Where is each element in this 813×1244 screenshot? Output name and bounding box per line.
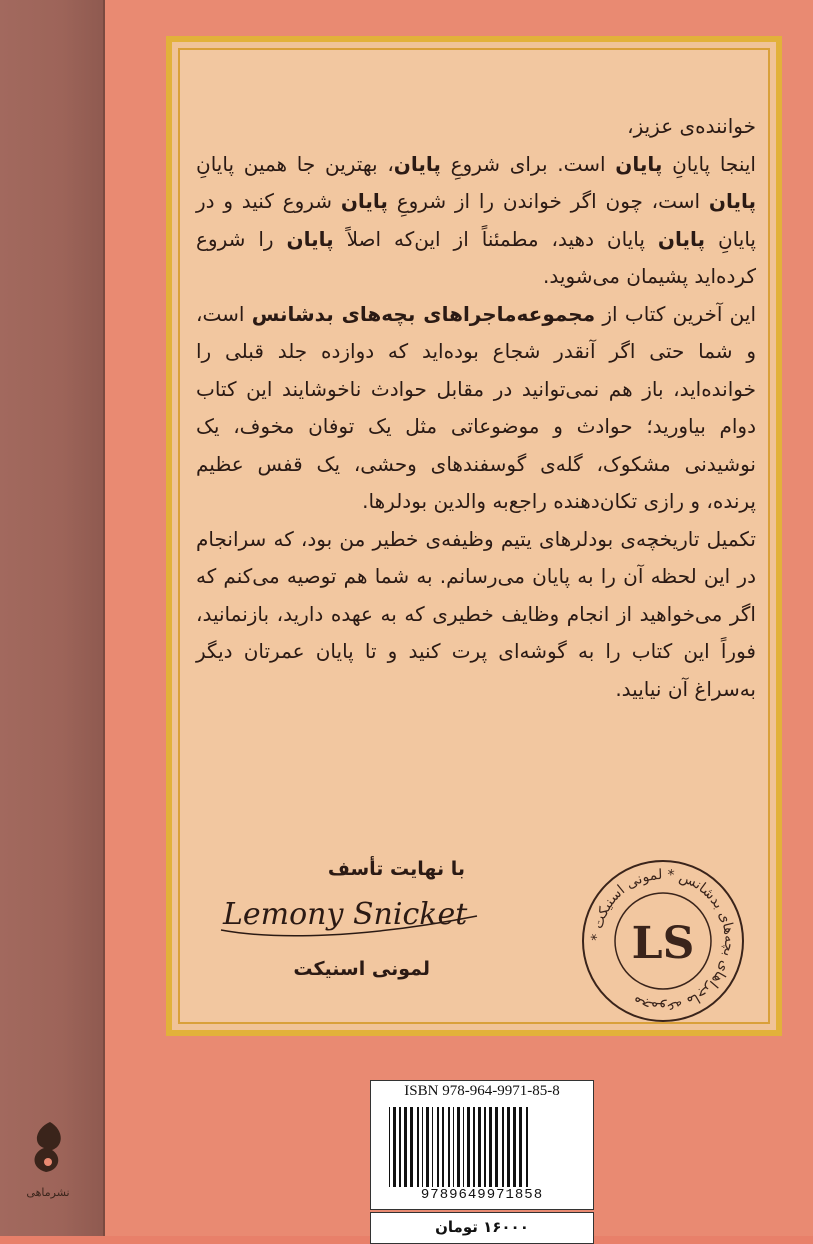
- p2-text-2: است، و شما حتی اگر آنقدر شجاع بوده‌اید که دوازده جلد قبلی را خوانده‌اید، باز هم نمی‌توانید در مقابل حوادث ناخوشایند این کتاب دوام بیاورید؛ حوادث و موضوعاتی مثل یک توفان مخوف، یک نوشیدنی مشکوک، گله‌ی گوسفندهای وحشی، یک قفس عظیم پرنده، و رازی تکان‌دهنده راجع‌به والدین بودلرها.: [196, 301, 756, 513]
- barcode-bar: [502, 1107, 504, 1187]
- barcode-bar: [519, 1107, 522, 1187]
- letter-salutation: خواننده‌ی عزیز،: [627, 114, 756, 138]
- letter-paragraph-3: تکمیل تاریخچه‌ی بودلرهای یتیم وظیفه‌ی خطیر من بود، که سرانجام در این لحظه آن را به پایان می‌رسانم. به شما هم توصیه می‌کنم که اگر می‌خواهید از انجام وظایف خطیری که به عهده دارید، بازنمانید، فوراً این کتاب را به گوشه‌ای پرت کنید و تا پایان عمرتان دیگر به‌سراغ آن نیایید.: [196, 526, 756, 701]
- p1-bold-6: پایان: [286, 226, 334, 251]
- p1-text-1: اینجا پایانِ: [662, 151, 756, 176]
- letter-paragraph-1: [196, 146, 756, 296]
- p1-bold-4: پایان: [340, 189, 388, 213]
- p1-text-2: است. برای شروعِ: [440, 151, 616, 176]
- series-title: مجموعه‌ماجراهای بچه‌های بدشانس: [251, 301, 596, 326]
- barcode-bar: [495, 1107, 498, 1187]
- barcode-bar: [489, 1107, 492, 1187]
- p1-text-6: پایان دهید، مطمئناً از این‌که اصلاً: [333, 226, 658, 251]
- letter-body: [196, 108, 756, 708]
- barcode-bar: [473, 1107, 475, 1187]
- p1-bold-5: پایان: [657, 226, 706, 251]
- barcode-bar: [513, 1107, 516, 1187]
- barcode-bar: [453, 1107, 454, 1187]
- p2-text-1: این آخرین کتاب از: [595, 301, 756, 326]
- barcode-bar: [484, 1107, 486, 1187]
- series-seal: [580, 858, 746, 1024]
- barcode-bar: [422, 1107, 423, 1187]
- barcode-bar: [404, 1107, 407, 1187]
- barcode-bar: [426, 1107, 429, 1187]
- book-spine: [0, 0, 103, 1236]
- barcode-bar: [437, 1107, 439, 1187]
- barcode-bar: [448, 1107, 450, 1187]
- fish-logo-eye: [44, 1158, 52, 1166]
- letter-paragraph-2: [196, 296, 756, 521]
- publisher-logo-icon: [22, 1118, 74, 1208]
- seal-initials: LS: [631, 918, 695, 969]
- signature-text: Lemony Snicket: [223, 897, 468, 932]
- p1-bold-2: پایان: [393, 151, 441, 176]
- barcode-bar: [393, 1107, 396, 1187]
- barcode-bar: [467, 1107, 470, 1187]
- barcode-bar: [399, 1107, 401, 1187]
- p1-bold-3: پایان: [708, 189, 756, 213]
- barcode-bar: [432, 1107, 433, 1187]
- publisher-name: نشرماهی: [26, 1186, 70, 1199]
- barcode-bar: [389, 1107, 390, 1187]
- p1-text-5: شروع کنید و در پایانِ: [196, 189, 756, 251]
- barcode-bar: [507, 1107, 510, 1187]
- barcode-digits: 9789649971858: [420, 1187, 544, 1203]
- barcode-bar: [457, 1107, 460, 1187]
- signoff: با نهایت تأسف: [327, 858, 465, 880]
- p1-text-3: ، بهترین جا همین پایانِ: [196, 151, 394, 176]
- barcode-icon: [387, 1107, 577, 1187]
- p1-text-7: را شروع کرده‌اید پشیمان می‌شوید.: [196, 226, 756, 288]
- seal-ring-text: * مجموعه ماجراهای بچه‌های بدشانس * لمونی اسنیکت: [588, 866, 738, 1016]
- barcode-bar: [410, 1107, 413, 1187]
- barcode-bar: [417, 1107, 419, 1187]
- p1-bold-1: پایان: [615, 151, 663, 176]
- author-name: لمونی اسنیکت: [293, 958, 430, 980]
- barcode-bar: [526, 1107, 528, 1187]
- barcode-bar: [478, 1107, 481, 1187]
- author-signature: [215, 886, 485, 944]
- price-label: ۱۶۰۰۰ تومان: [370, 1212, 594, 1244]
- p1-text-4: است، چون اگر خواندن را از شروعِ: [387, 189, 709, 213]
- isbn-barcode-box: [370, 1080, 594, 1210]
- barcode-bar: [463, 1107, 464, 1187]
- isbn-number: ISBN 978-964-9971-85-8: [404, 1083, 560, 1099]
- barcode-bar: [442, 1107, 444, 1187]
